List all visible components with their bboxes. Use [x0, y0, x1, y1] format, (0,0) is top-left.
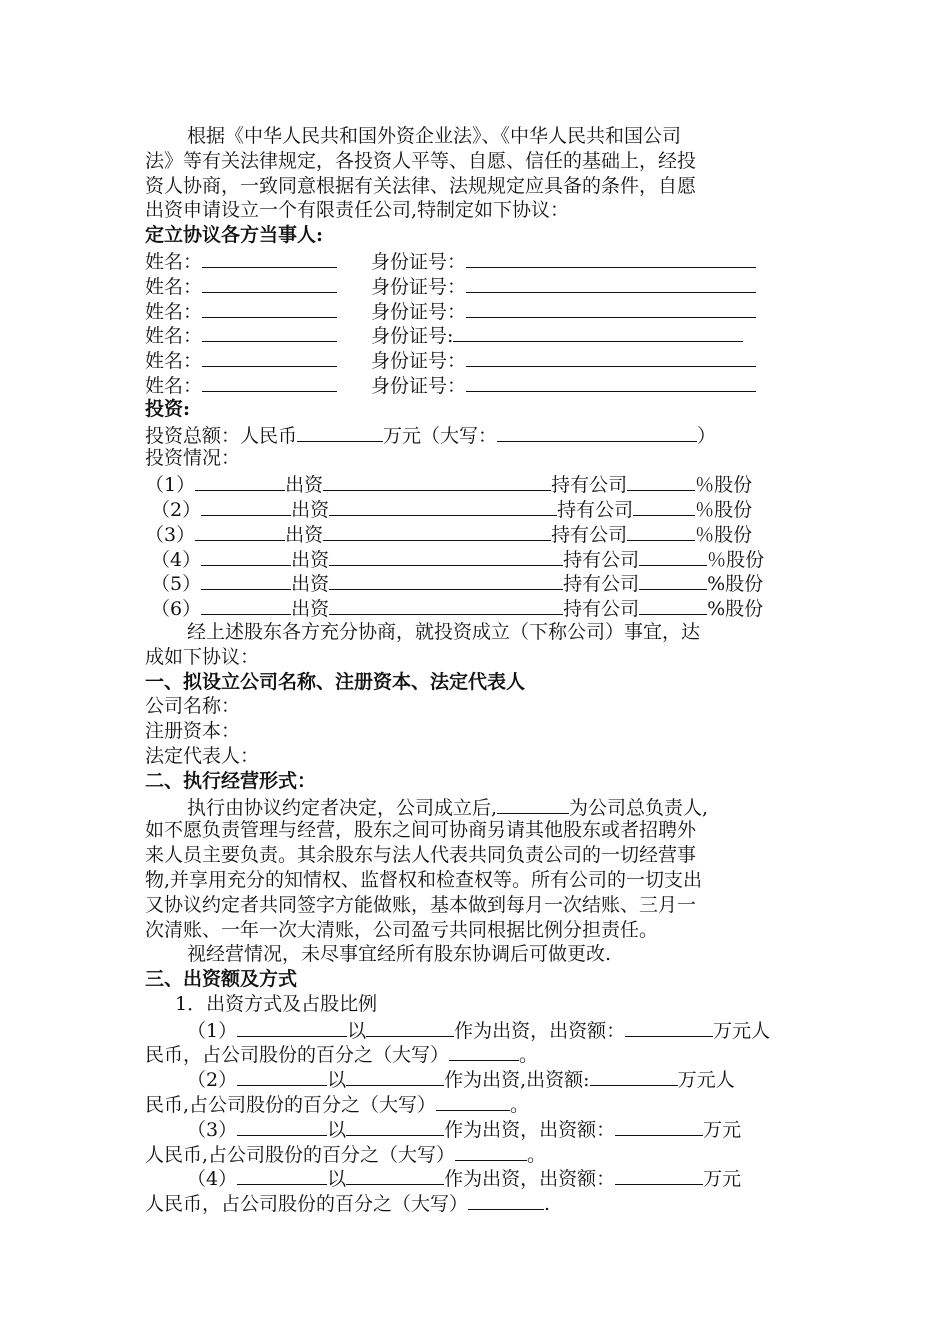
unit-label: 万元 — [703, 1168, 742, 1191]
section-heading: 三、出资额及方式 — [145, 968, 298, 991]
unit-label: 万元人 — [713, 1019, 771, 1042]
name-blank[interactable] — [202, 372, 337, 392]
contribution-item — [145, 1116, 807, 1141]
name-blank[interactable] — [202, 248, 337, 268]
row-number: （5） — [151, 573, 202, 596]
subsection-heading: 1．出资方式及占股比例 — [175, 992, 378, 1015]
percent-blank[interactable] — [627, 471, 695, 491]
holding-label: 持有公司 — [551, 474, 628, 497]
amount-label: 作为出资，出资额： — [454, 1019, 626, 1042]
name-blank[interactable] — [202, 322, 337, 342]
total-capital-label: 万元（大写： — [383, 424, 498, 447]
contribution-item-line2 — [145, 1041, 807, 1066]
with-label: 以 — [327, 1069, 347, 1092]
unit-label: 万元 — [703, 1118, 742, 1141]
amount-label: 作为出资，出资额： — [444, 1168, 616, 1191]
investor-blank[interactable] — [237, 1017, 347, 1037]
name-blank[interactable] — [202, 298, 337, 318]
holding-label: 持有公司 — [563, 573, 640, 596]
percent-blank[interactable] — [639, 595, 707, 615]
intro-line: 资人协商，一致同意根据有关法律、法规规定应具备的条件，自愿 — [145, 174, 697, 197]
shares-label: %股份 — [707, 598, 764, 621]
investor-row — [145, 496, 807, 521]
intro-line: 根据《中华人民共和国外资企业法》、《中华人民共和国公司 — [187, 125, 682, 147]
contribution-item — [145, 1165, 807, 1190]
id-blank[interactable] — [466, 372, 756, 392]
total-label: 投资总额：人民币 — [145, 424, 298, 447]
item-number: （2） — [187, 1069, 238, 1092]
percent-blank[interactable] — [627, 521, 695, 541]
contribution-item-line2 — [145, 1190, 807, 1215]
end-mark: 。 — [519, 1044, 539, 1067]
contribution-label: 出资 — [285, 474, 324, 497]
investment-heading: 投资: — [145, 397, 191, 420]
investor-blank[interactable] — [195, 521, 285, 541]
intro-line: 法》等有关法律规定，各投资人平等、自愿、信任的基础上，经投 — [145, 149, 697, 172]
contribution-label: 出资 — [291, 573, 330, 596]
share-words-blank[interactable] — [436, 1091, 510, 1111]
id-label: 身份证号： — [371, 275, 467, 298]
operation-text: 为公司总负责人, — [569, 796, 709, 819]
amount-blank[interactable] — [590, 1066, 678, 1086]
contract-page — [145, 124, 807, 1215]
operation-line: 来人员主要负责。其余股东与法人代表共同负责公司的一切经营事 — [145, 844, 697, 867]
investor-blank[interactable] — [195, 471, 285, 491]
section-heading: 一、拟设立公司名称、注册资本、法定代表人 — [145, 670, 526, 693]
holding-label: 持有公司 — [557, 498, 634, 521]
contribution-blank[interactable] — [329, 570, 563, 590]
investor-row — [145, 546, 807, 571]
percent-blank[interactable] — [633, 496, 695, 516]
party-row — [145, 322, 807, 347]
end-mark: 。 — [527, 1143, 547, 1166]
with-label: 以 — [347, 1019, 367, 1042]
asset-blank[interactable] — [366, 1017, 454, 1037]
contribution-label: 出资 — [285, 523, 324, 546]
id-label: 身份证号: — [371, 325, 454, 348]
party-row — [145, 248, 807, 273]
row-number: （6） — [151, 598, 202, 621]
amount-label: 作为出资，出资额： — [444, 1118, 616, 1141]
end-mark: 。 — [510, 1094, 530, 1117]
percent-blank[interactable] — [639, 570, 707, 590]
row-number: （4） — [151, 548, 202, 571]
consensus-line: 成如下协议： — [145, 645, 260, 668]
share-words-blank[interactable] — [449, 1041, 519, 1061]
contribution-item-line2 — [145, 1091, 807, 1116]
close-paren: ） — [697, 424, 717, 447]
company-name-label: 公司名称： — [145, 695, 241, 718]
contribution-blank[interactable] — [329, 595, 563, 615]
id-blank[interactable] — [466, 248, 756, 268]
id-blank[interactable] — [466, 347, 756, 367]
contribution-label: 出资 — [291, 548, 330, 571]
contribution-item-line2 — [145, 1141, 807, 1166]
manager-blank[interactable] — [497, 794, 569, 814]
operation-text: 执行由协议约定者决定，公司成立后, — [187, 796, 498, 819]
name-label: 姓名： — [145, 300, 203, 323]
contribution-item — [145, 1066, 807, 1091]
operation-line: 如不愿负责管理与经营，股东之间可协商另请其他股东或者招聘外 — [145, 819, 697, 842]
name-label: 姓名： — [145, 350, 203, 373]
amount-blank[interactable] — [615, 1116, 703, 1136]
registered-capital-label: 注册资本： — [145, 720, 241, 743]
holding-label: 持有公司 — [563, 598, 640, 621]
name-blank[interactable] — [202, 347, 337, 367]
investor-row — [145, 521, 807, 546]
item-number: （3） — [187, 1118, 238, 1141]
share-words-blank[interactable] — [455, 1141, 527, 1161]
investor-blank[interactable] — [201, 496, 291, 516]
share-words-blank[interactable] — [468, 1190, 544, 1210]
investor-blank[interactable] — [237, 1066, 327, 1086]
id-label: 身份证号： — [371, 350, 467, 373]
contribution-item — [145, 1017, 807, 1042]
investor-blank[interactable] — [201, 595, 291, 615]
holding-label: 持有公司 — [551, 523, 628, 546]
capital-words-blank[interactable] — [497, 422, 697, 442]
item-number: （4） — [187, 1168, 238, 1191]
party-row — [145, 298, 807, 323]
investor-blank[interactable] — [201, 546, 291, 566]
id-label: 身份证号： — [371, 250, 467, 273]
investment-total — [145, 422, 807, 447]
investor-blank[interactable] — [237, 1116, 327, 1136]
operation-line: 次清账、一年一次大清账，公司盈亏共同根据比例分担责任。 — [145, 918, 659, 941]
share-label: 人民币,占公司股份的百分之（大写） — [145, 1143, 456, 1166]
id-label: 身份证号： — [371, 300, 467, 323]
id-blank[interactable] — [466, 298, 756, 318]
contribution-label: 出资 — [291, 498, 330, 521]
operation-line: 又协议约定者共同签字方能做账，基本做到每月一次结账、三月一 — [145, 893, 697, 916]
party-row — [145, 273, 807, 298]
shares-label: ％股份 — [695, 523, 753, 546]
share-label: 人民币，占公司股份的百分之（大写） — [145, 1193, 469, 1216]
investor-row — [145, 471, 807, 496]
row-number: （2） — [151, 498, 202, 521]
unit-label: 万元人 — [677, 1069, 735, 1092]
operation-line — [145, 794, 807, 819]
section-heading: 二、执行经营形式： — [145, 769, 317, 792]
share-label: 民币,占公司股份的百分之（大写） — [145, 1094, 437, 1117]
name-label: 姓名： — [145, 275, 203, 298]
intro-line: 出资申请设立一个有限责任公司,特制定如下协议： — [145, 199, 570, 222]
name-label: 姓名： — [145, 250, 203, 273]
id-blank[interactable] — [453, 322, 743, 342]
with-label: 以 — [327, 1118, 347, 1141]
amount-label: 作为出资,出资额: — [444, 1069, 590, 1092]
asset-blank[interactable] — [346, 1165, 444, 1185]
row-number: （1） — [145, 474, 196, 497]
contribution-blank[interactable] — [329, 546, 563, 566]
contribution-blank[interactable] — [329, 496, 557, 516]
party-row — [145, 347, 807, 372]
end-mark: . — [544, 1193, 551, 1216]
operation-line: 视经营情况，未尽事宜经所有股东协调后可做更改. — [187, 943, 612, 966]
id-blank[interactable] — [466, 273, 756, 293]
investor-blank[interactable] — [237, 1165, 327, 1185]
amount-blank[interactable] — [615, 1165, 703, 1185]
legal-rep-label: 法定代表人： — [145, 744, 260, 767]
parties-heading: 定立协议各方当事人: — [145, 224, 324, 247]
investment-situation-label: 投资情况： — [145, 447, 241, 470]
operation-line: 物,并享用充分的知情权、监督权和检查权等。所有公司的一切支出 — [145, 868, 703, 891]
row-number: （3） — [145, 523, 196, 546]
amount-blank[interactable] — [625, 1017, 713, 1037]
investor-row — [145, 570, 807, 595]
name-label: 姓名： — [145, 325, 203, 348]
with-label: 以 — [327, 1168, 347, 1191]
name-blank[interactable] — [202, 273, 337, 293]
shares-label: ％股份 — [707, 548, 765, 571]
asset-blank[interactable] — [346, 1066, 444, 1086]
holding-label: 持有公司 — [563, 548, 640, 571]
investor-blank[interactable] — [201, 570, 291, 590]
item-number: （1） — [187, 1019, 238, 1042]
shares-label: %股份 — [707, 573, 764, 596]
asset-blank[interactable] — [346, 1116, 444, 1136]
share-label: 民币，占公司股份的百分之（大写） — [145, 1044, 450, 1067]
name-label: 姓名： — [145, 374, 203, 397]
contribution-blank[interactable] — [323, 471, 551, 491]
shares-label: ％股份 — [695, 474, 753, 497]
percent-blank[interactable] — [639, 546, 707, 566]
amount-blank[interactable] — [297, 422, 383, 442]
party-row — [145, 372, 807, 397]
contribution-label: 出资 — [291, 598, 330, 621]
shares-label: ％股份 — [695, 498, 753, 521]
contribution-blank[interactable] — [323, 521, 551, 541]
investor-row — [145, 595, 807, 620]
consensus-line: 经上述股东各方充分协商，就投资成立（下称公司）事宜，达 — [187, 620, 701, 643]
id-label: 身份证号： — [371, 374, 467, 397]
